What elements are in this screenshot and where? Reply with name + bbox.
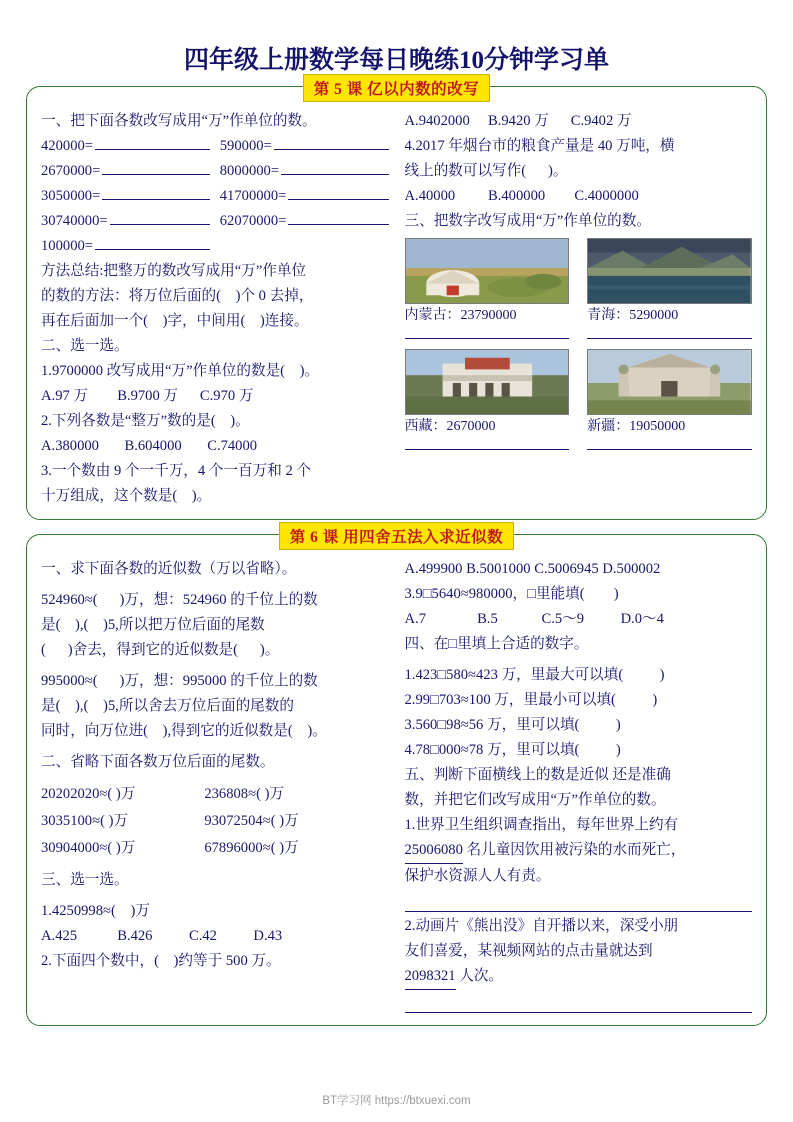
l5-blank-label: 30740000= (41, 213, 108, 229)
l5-blank-row (41, 184, 389, 209)
l6-p2-line: 995000≈( )万，想：995000 的千位上的数 (41, 673, 318, 689)
lesson-6-columns (41, 557, 752, 1015)
lesson-5-title: 第 5 课 亿以内数的改写 (303, 74, 490, 102)
l5-question-1: 1.9700000 改写成用“万”作单位的数是( )。 (41, 363, 320, 379)
l6-heading-2: 二、省略下面各数万位后面的尾数。 (41, 754, 275, 770)
l5-answer-rule[interactable] (587, 328, 752, 339)
l6-p1-line: ( )舍去，得到它的近似数是( )。 (41, 642, 280, 658)
mosque-building-image (587, 349, 752, 415)
l5-blank-row (41, 209, 389, 234)
lesson-6-title-wrap (27, 522, 766, 550)
l5-answer-rule[interactable] (405, 439, 570, 450)
l5-blank-label: 62070000= (219, 213, 287, 229)
l5-question-3-options[interactable]: A.9402000 B.9420 万 C.9402 万 (404, 113, 632, 129)
l6-fill-item[interactable]: 2.99□703≈100 万，里最小可以填( ) (404, 692, 658, 708)
l6-approx-row (41, 835, 389, 862)
l5-answer-rule[interactable] (405, 328, 570, 339)
l5-answer-blank[interactable] (95, 235, 210, 250)
l5-picture-cell (405, 349, 570, 458)
l5-summary-line: 的数的方法：将万位后面的( )个 0 去掉， (41, 288, 314, 304)
lesson-6-left-column (41, 557, 389, 1015)
l5-heading-1: 一、把下面各数改写成用“万”作单位的数。 (41, 113, 317, 129)
l6-heading-3: 三、选一选。 (41, 872, 129, 888)
l6-heading-1: 一、求下面各数的近似数（万以省略）。 (41, 561, 297, 577)
l5-picture-cell (405, 238, 570, 347)
l5-heading-2: 二、选一选。 (41, 338, 129, 354)
l5-answer-rule[interactable] (587, 439, 752, 450)
l6-approx-row (41, 808, 389, 835)
l6-fill-item[interactable]: 4.78□000≈78 万，里可以填( ) (404, 742, 621, 758)
l5-heading-3: 三、把数字改写成用“万”作单位的数。 (404, 213, 651, 229)
l6-p2-line: 是( ),( )5,所以舍去万位后面的尾数的 (41, 698, 294, 714)
l6-question-2: 2.下面四个数中，( )约等于 500 万。 (41, 953, 281, 969)
l6-text-2-line: 2.动画片《熊出没》自开播以来，深受小朋 (404, 918, 679, 934)
l6-text-1-number-line (405, 838, 753, 864)
l6-heading-4: 四、在□里填上合适的数字。 (404, 636, 589, 652)
l6-text-2-tail: 人次。 (455, 968, 504, 984)
l6-approx-item[interactable]: 236808≈( )万 (204, 786, 285, 802)
l5-answer-blank[interactable] (95, 135, 210, 150)
l5-blank-label: 8000000= (219, 163, 280, 179)
l6-fill-item[interactable]: 3.560□98≈56 万，里可以填( ) (404, 717, 621, 733)
lesson-5-card (26, 81, 767, 520)
l5-picture-grid (405, 238, 753, 458)
l6-question-3: 3.9□5640≈980000，□里能填( ) (404, 586, 619, 602)
l6-approx-item[interactable]: 30904000≈( )万 (41, 840, 136, 856)
l6-question-1: 1.4250998≈( )万 (41, 903, 150, 919)
l5-question-1-options[interactable]: A.97 万 B.9700 万 C.970 万 (41, 388, 254, 404)
yurt-grassland-image (405, 238, 570, 304)
l5-picture-cell (587, 238, 752, 347)
lesson-5-columns (41, 109, 752, 509)
l5-picture-caption: 青海：5290000 (587, 308, 679, 323)
l5-answer-blank[interactable] (102, 185, 209, 200)
l6-answer-rule[interactable] (405, 899, 753, 912)
l6-heading-5-cont: 数，并把它们改写成用“万”作单位的数。 (404, 792, 666, 808)
lesson-5-left-column (41, 109, 389, 509)
l6-text-1-line-3: 保护水资源人人有责。 (404, 868, 551, 884)
footer-watermark: BT学习网 https://btxuexi.com (322, 1095, 471, 1107)
l6-p2-line: 同时，向万位进( ),得到它的近似数是( )。 (41, 723, 327, 739)
lake-mountain-image (587, 238, 752, 304)
l6-question-1-options[interactable]: A.425 B.426 C.42 D.43 (41, 928, 283, 944)
lesson-6-card (26, 529, 767, 1026)
l5-question-4-options[interactable]: A.40000 B.400000 C.4000000 (404, 188, 639, 204)
l5-question-4-cont: 线上的数可以写作( )。 (404, 163, 568, 179)
lesson-5-title-wrap (27, 74, 766, 102)
l5-picture-cell (587, 349, 752, 458)
l6-text-1-line: 1.世界卫生组织调查指出，每年世界上约有 (404, 817, 679, 833)
l5-picture-row (405, 238, 753, 347)
l5-answer-blank[interactable] (102, 160, 209, 175)
l6-p1-line: 是( ),( )5,所以把万位后面的尾数 (41, 617, 265, 633)
l6-question-2-options[interactable]: A.499900 B.5001000 C.5006945 D.500002 (404, 561, 661, 577)
l5-picture-row (405, 349, 753, 458)
lesson-6-right-column (405, 557, 753, 1015)
l5-blank-label: 100000= (41, 238, 94, 254)
l6-underlined-number: 25006080 (405, 838, 463, 864)
l5-question-2-options[interactable]: A.380000 B.604000 C.74000 (41, 438, 258, 454)
l6-p1-line: 524960≈( )万，想：524960 的千位上的数 (41, 592, 318, 608)
l6-approx-item[interactable]: 20202020≈( )万 (41, 786, 136, 802)
l5-answer-blank[interactable] (281, 160, 388, 175)
l5-blank-label: 2670000= (41, 163, 101, 179)
potala-palace-image (405, 349, 570, 415)
l5-picture-caption: 内蒙古：23790000 (404, 308, 517, 323)
lesson-6-title: 第 6 课 用四舍五法入求近似数 (279, 522, 514, 550)
l5-answer-blank[interactable] (274, 135, 389, 150)
l6-text-2-line-2: 友们喜爱，某视频网站的点击量就达到 (404, 943, 653, 959)
l5-summary-line: 再在后面加一个( )字，中间用( )连接。 (41, 313, 309, 329)
l5-question-2: 2.下列各数是“整万”数的是( )。 (41, 413, 250, 429)
lesson-5-right-column (405, 109, 753, 509)
l5-question-4: 4.2017 年烟台市的粮食产量是 40 万吨，横 (404, 138, 675, 154)
l6-approx-item[interactable]: 93072504≈( )万 (204, 813, 299, 829)
l6-text-2-number-line (405, 964, 753, 990)
l6-question-3-options[interactable]: A.7 B.5 C.5～9 D.0～4 (404, 611, 664, 627)
l5-blank-label: 41700000= (219, 188, 287, 204)
l5-answer-blank[interactable] (288, 210, 388, 225)
l5-picture-caption: 新疆：19050000 (587, 419, 686, 434)
l6-approx-row (41, 781, 389, 808)
l5-question-3-cont: 十万组成，这个数是( )。 (41, 488, 212, 504)
l5-answer-blank[interactable] (110, 210, 210, 225)
l6-answer-rule[interactable] (405, 1000, 753, 1013)
l5-picture-caption: 西藏：2670000 (404, 419, 496, 434)
l5-answer-blank[interactable] (288, 185, 388, 200)
l6-underlined-number: 2098321 (405, 964, 456, 990)
l5-blank-row (41, 159, 389, 184)
l6-heading-5: 五、判断下面横线上的数是近似 还是准确 (404, 767, 671, 783)
l5-summary-line: 方法总结:把整万的数改写成用“万”作单位 (41, 263, 307, 279)
l5-question-3: 3.一个数由 9 个一千万，4 个一百万和 2 个 (41, 463, 311, 479)
page-title: 四年级上册数学每日晚练10分钟学习单 (183, 47, 609, 74)
l5-blank-row (41, 134, 389, 159)
l5-blank-label: 420000= (41, 138, 94, 154)
l6-fill-item[interactable]: 1.423□580≈423 万，里最大可以填( ) (404, 667, 665, 683)
l5-blank-row (41, 234, 389, 259)
l6-approx-item[interactable]: 3035100≈( )万 (41, 813, 129, 829)
l6-text-1-tail: 名儿童因饮用被污染的水而死亡， (462, 842, 686, 858)
l5-blank-label: 590000= (219, 138, 272, 154)
l5-blank-label: 3050000= (41, 188, 101, 204)
l6-approx-item[interactable]: 67896000≈( )万 (204, 840, 299, 856)
